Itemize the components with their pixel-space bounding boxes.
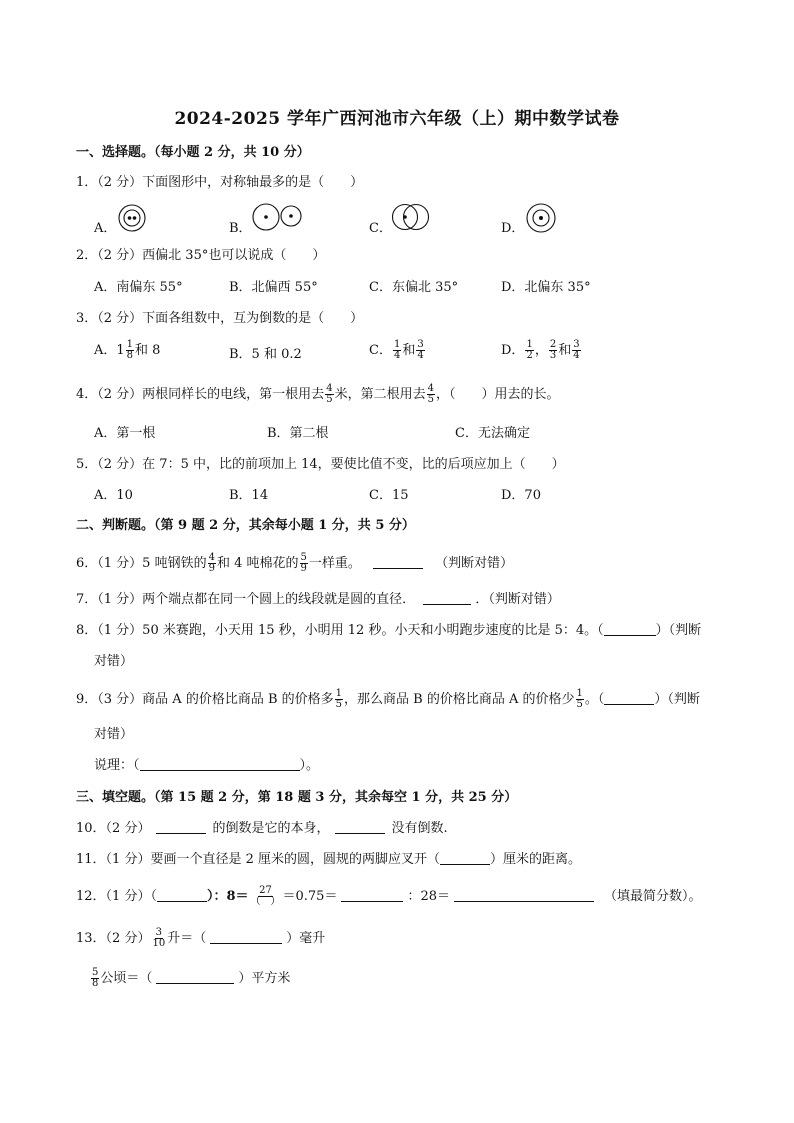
- q13-pre: 13．（2 分）: [76, 931, 151, 946]
- q13-blank-1[interactable]: [210, 930, 282, 944]
- q10-blank-2[interactable]: [335, 820, 385, 834]
- q5-option-d: D．70: [501, 488, 541, 503]
- question-9-cont: 对错）: [94, 727, 134, 742]
- q3-d-and: 和: [558, 343, 572, 358]
- q3-option-c: [369, 340, 426, 361]
- q12-den: （ ）: [250, 896, 281, 907]
- q3-option-b: B．5 和 0.2: [229, 347, 302, 362]
- q9-mid: ，那么商品 B 的价格比商品 A 的价格少: [344, 692, 575, 707]
- section-choice-heading: 一、选择题。（每小题 2 分，共 10 分）: [76, 145, 310, 160]
- q9-explain-post: ）。: [299, 758, 320, 773]
- q1-option-b-figure-icon: [250, 202, 306, 232]
- q9-n2: 1: [576, 688, 583, 699]
- q3-a-den: 8: [126, 350, 134, 361]
- q3-a-num: 1: [126, 339, 134, 350]
- q2-option-d: D．北偏东 35°: [501, 280, 591, 295]
- question-6: [76, 553, 513, 574]
- q13-blank-2[interactable]: [156, 970, 234, 984]
- question-9: [76, 689, 700, 710]
- q1-option-a-figure-icon: [117, 203, 147, 233]
- q3-option-a: [94, 340, 160, 361]
- q9-post2: ）（判断: [654, 692, 700, 707]
- q3-d-sep: ，: [534, 343, 548, 358]
- q1-option-c-figure-icon: [389, 202, 435, 232]
- q4-post: ，（ ）用去的长。: [435, 387, 560, 402]
- question-4: [76, 384, 559, 405]
- section-judge-heading: 二、判断题。（第 9 题 2 分，其余每小题 1 分，共 5 分）: [76, 518, 415, 533]
- q12-tail: （填最简分数）。: [604, 889, 702, 904]
- question-5: 5．（2 分）在 7：5 中，比的前项加上 14，要使比值不变，比的后项应加上（ ）: [76, 457, 565, 472]
- question-7: [76, 591, 560, 609]
- q11-pre: 11．（1 分）要画一个直径是 2 厘米的圆，圆规的两脚应叉开（: [76, 852, 440, 867]
- q9-d1: 5: [335, 699, 343, 710]
- q3-d-label: D．: [501, 343, 525, 358]
- q12-pre: 12．（1 分）（: [76, 889, 157, 904]
- q5-option-a: A．10: [94, 488, 133, 503]
- q10-post: 没有倒数.: [391, 821, 448, 836]
- question-1: 1．（2 分）下面图形中，对称轴最多的是（ ）: [76, 175, 364, 190]
- q13-d2: 8: [92, 978, 99, 989]
- question-9-explain: [94, 757, 319, 775]
- q8-pre: 8．（1 分）50 米赛跑，小天用 15 秒，小明用 12 秒。小天和小明跑步速度的比是 5：4。（: [76, 623, 604, 638]
- q12-blank-2[interactable]: [341, 888, 403, 902]
- q3-d-n2: 2: [549, 339, 557, 350]
- q6-fraction-2: [300, 553, 308, 574]
- q4-fraction-1: [325, 384, 333, 405]
- q12-num: 27: [259, 885, 272, 896]
- q1-option-c-label: C．: [369, 221, 392, 236]
- q4-d2: 5: [427, 394, 434, 405]
- q6-n1: 4: [208, 552, 215, 563]
- question-13: [76, 928, 325, 949]
- q13-fraction-1: [151, 928, 166, 949]
- q13-d1: 10: [152, 938, 166, 949]
- q4-mid: 米，第二根用去: [334, 387, 426, 402]
- q3-c-d1: 4: [393, 350, 401, 361]
- q9-fraction-2: [576, 689, 584, 710]
- q4-n1: 4: [326, 383, 333, 394]
- q4-option-a: A．第一根: [94, 426, 156, 441]
- q10-pre: 10．（2 分）: [76, 821, 151, 836]
- q9-n1: 1: [335, 688, 343, 699]
- q13-post2: ）平方米: [238, 971, 291, 986]
- q9-d2: 5: [576, 699, 583, 710]
- q13-unit2: 公顷＝（: [100, 971, 153, 986]
- q3-c-d2: 4: [417, 350, 424, 361]
- q3-c-fraction-1: [393, 340, 401, 361]
- q1-option-b-label: B．: [229, 221, 252, 236]
- q3-a-whole: 1: [116, 343, 125, 358]
- q6-n2: 5: [300, 552, 307, 563]
- q3-d-fraction-1: [525, 340, 533, 361]
- q7-tail: ．（判断对错）: [475, 592, 560, 607]
- q5-option-b: B．14: [229, 488, 269, 503]
- q6-d2: 9: [300, 563, 307, 574]
- q4-d1: 5: [326, 394, 333, 405]
- q4-option-c: C．无法确定: [455, 426, 530, 441]
- q6-fraction-1: [208, 553, 216, 574]
- q6-post: 一样重。: [308, 556, 361, 571]
- q2-option-b: B．北偏西 55°: [229, 280, 318, 295]
- q3-d-fraction-2: [549, 340, 557, 361]
- q9-pre: 9．（3 分）商品 A 的价格比商品 B 的价格多: [76, 692, 334, 707]
- q9-explain-blank[interactable]: [140, 757, 300, 771]
- q4-option-b: B．第二根: [267, 426, 329, 441]
- question-2: 2．（2 分）西偏北 35°也可以说成（ ）: [76, 248, 326, 263]
- q7-pre: 7．（1 分）两个端点都在同一个圆上的线段就是圆的直径．: [76, 592, 416, 607]
- q3-d-d3: 4: [573, 350, 580, 361]
- q6-tail: （判断对错）: [435, 556, 514, 571]
- q3-a-tail: 和 8: [135, 343, 161, 358]
- q3-c-label: C．: [369, 343, 392, 358]
- q9-explain-pre: 说理：（: [94, 758, 140, 773]
- q3-d-n3: 3: [573, 339, 580, 350]
- q12-blank-3[interactable]: [454, 888, 594, 902]
- question-8: [76, 622, 701, 640]
- q4-n2: 4: [427, 383, 434, 394]
- q3-c-n1: 1: [393, 339, 401, 350]
- q1-option-a-label: A．: [94, 221, 117, 236]
- q3-c-fraction-2: [416, 340, 424, 361]
- q5-option-c: C．15: [369, 488, 409, 503]
- q8-post: ）（判断: [655, 623, 702, 638]
- q12-colon8: ）：8＝: [206, 889, 249, 904]
- section-fill-heading: 三、填空题。（第 15 题 2 分，第 18 题 3 分，其余每空 1 分，共 25 分）: [76, 790, 518, 805]
- q3-d-d2: 3: [549, 350, 557, 361]
- question-13-part-2: [90, 968, 290, 989]
- q3-c-n2: 3: [417, 339, 424, 350]
- question-11: [76, 851, 581, 869]
- q4-pre: 4．（2 分）两根同样长的电线，第一根用去: [76, 387, 325, 402]
- q9-fraction-1: [335, 689, 343, 710]
- question-3: 3．（2 分）下面各组数中，互为倒数的是（ ）: [76, 311, 364, 326]
- q6-mid: 和 4 吨棉花的: [216, 556, 299, 571]
- q13-unit1: 升＝（: [167, 931, 207, 946]
- q3-d-n1: 1: [526, 339, 533, 350]
- question-8-cont: 对错）: [94, 654, 134, 669]
- q8-answer-blank[interactable]: [604, 622, 656, 636]
- q2-option-a: A．南偏东 55°: [94, 280, 183, 295]
- q3-option-d: [501, 340, 582, 361]
- q13-post1: ）毫升: [286, 931, 326, 946]
- q13-n2: 5: [92, 967, 99, 978]
- q3-d-d1: 2: [526, 350, 533, 361]
- q9-post: 。（: [584, 692, 605, 707]
- q6-pre: 6．（1 分）5 吨钢铁的: [76, 556, 207, 571]
- q6-d1: 9: [208, 563, 215, 574]
- q12-eq: ＝0.75＝: [282, 889, 338, 904]
- q6-answer-blank[interactable]: [373, 555, 423, 569]
- q12-fraction: [250, 886, 282, 907]
- q4-fraction-2: [427, 384, 435, 405]
- q13-n1: 3: [155, 927, 162, 938]
- q3-d-fraction-3: [572, 340, 580, 361]
- q10-mid: 的倒数是它的本身，: [212, 821, 330, 836]
- exam-title: 2024-2025 学年广西河池市六年级（上）期中数学试卷: [174, 109, 620, 129]
- q13-fraction-2: [91, 968, 99, 989]
- q1-option-d-figure-icon: [525, 202, 557, 234]
- q3-c-and: 和: [402, 343, 416, 358]
- q1-option-d-label: D．: [501, 221, 525, 236]
- question-10: [76, 820, 448, 838]
- q12-blank-1[interactable]: [157, 888, 207, 902]
- q11-post: ）厘米的距离。: [489, 852, 581, 867]
- q3-a-fraction: [126, 340, 134, 361]
- q9-answer-blank[interactable]: [604, 691, 654, 705]
- question-12: [76, 886, 702, 907]
- q7-answer-blank[interactable]: [423, 591, 471, 605]
- q2-option-c: C．东偏北 35°: [369, 280, 459, 295]
- q12-colon28: ：28＝: [407, 889, 450, 904]
- q3-a-label: A．: [94, 343, 117, 358]
- q10-blank-1[interactable]: [156, 820, 206, 834]
- q11-answer-blank[interactable]: [440, 851, 490, 865]
